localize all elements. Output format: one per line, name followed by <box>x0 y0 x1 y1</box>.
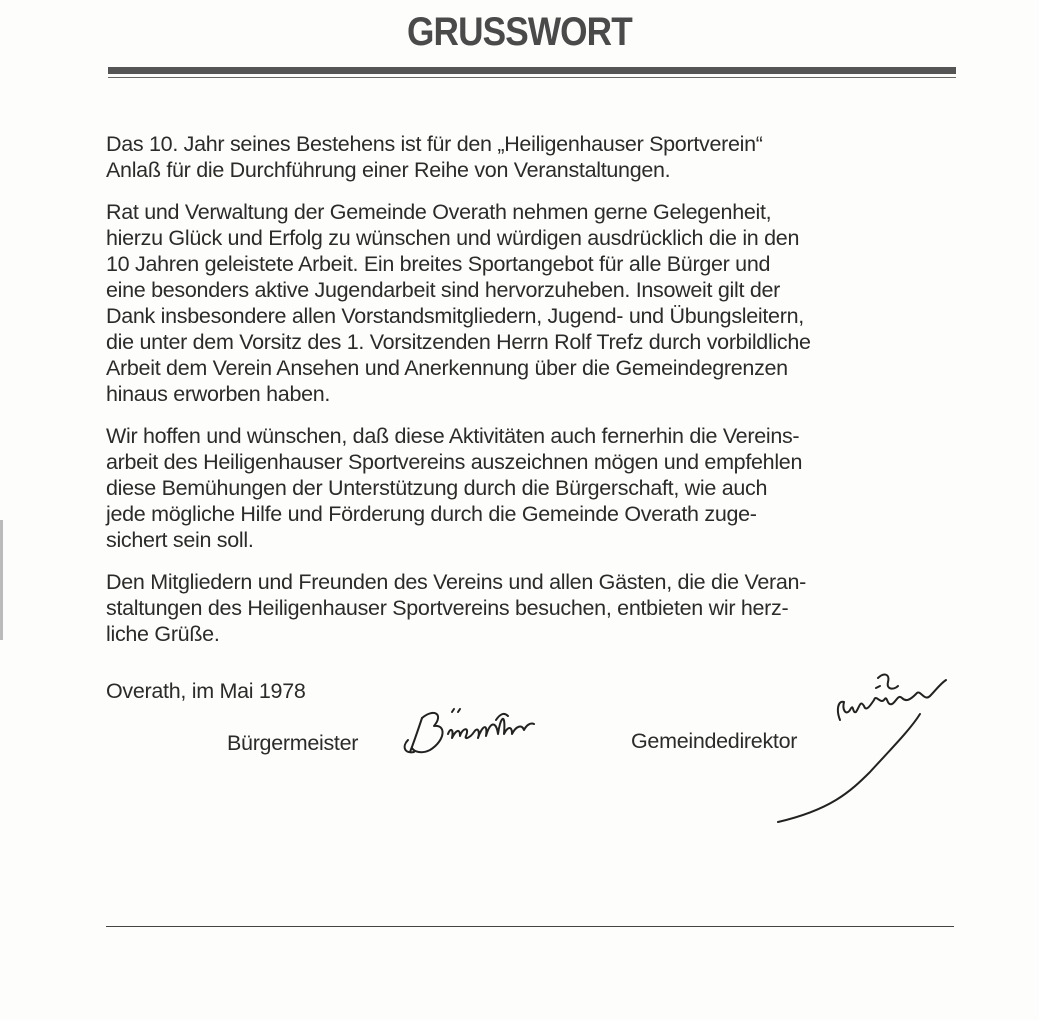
text-line: die unter dem Vorsitz des 1. Vorsitzenden Herrn Rolf Trefz durch vorbildliche <box>106 330 811 354</box>
text-line: Rat und Verwaltung der Gemeinde Overath nehmen gerne Gelegenheit, <box>106 200 772 224</box>
text-line: staltungen des Heiligenhauser Sportvereins besuchen, entbieten wir herz- <box>106 596 789 620</box>
title-rule-thick <box>108 67 956 74</box>
text-line: Dank insbesondere allen Vorstandsmitgliedern, Jugend- und Übungsleitern, <box>106 304 804 328</box>
scan-edge-mark <box>0 520 3 640</box>
text-line: sichert sein soll. <box>106 528 254 552</box>
text-line: Den Mitgliedern und Freunden des Vereins und allen Gästen, die die Veran- <box>106 570 807 594</box>
text-line: Arbeit dem Verein Ansehen und Anerkennung über die Gemeindegrenzen <box>106 356 788 380</box>
title-rule-thin <box>108 77 956 78</box>
text-line: eine besonders aktive Jugendarbeit sind hervorzuheben. Insoweit gilt der <box>106 278 781 302</box>
page-title: GRUSSWORT <box>407 10 632 54</box>
text-line: diese Bemühungen der Unterstützung durch die Bürgerschaft, wie auch <box>106 476 768 500</box>
bottom-rule <box>106 926 954 927</box>
text-line: liche Grüße. <box>106 622 220 646</box>
text-line: Wir hoffen und wünschen, daß diese Aktivitäten auch fernerhin die Vereins- <box>106 424 800 448</box>
text-line: hierzu Glück und Erfolg zu wünschen und würdigen ausdrücklich die in den <box>106 226 800 250</box>
paragraph-2 <box>106 199 966 407</box>
text-line: jede mögliche Hilfe und Förderung durch die Gemeinde Overath zuge- <box>106 502 757 526</box>
paragraph-3 <box>106 423 966 553</box>
place-date: Overath, im Mai 1978 <box>106 679 306 703</box>
text-line: Anlaß für die Durchführung einer Reihe von Veranstaltungen. <box>106 158 671 182</box>
paragraph-4 <box>106 569 966 647</box>
signature-municipal-director <box>770 660 960 830</box>
role-municipal-director: Gemeindedirektor <box>631 729 798 753</box>
text-line: 10 Jahren geleistete Arbeit. Ein breites Sportangebot für alle Bürger und <box>106 252 771 276</box>
paragraph-1 <box>106 131 966 183</box>
text-line: arbeit des Heiligenhauser Sportvereins auszeichnen mögen und empfehlen <box>106 450 803 474</box>
text-line: Das 10. Jahr seines Bestehens ist für den „Heiligenhauser Sportverein“ <box>106 132 763 156</box>
letter-body <box>106 131 966 663</box>
text-line: hinaus erworben haben. <box>106 382 331 406</box>
signature-mayor <box>400 700 560 770</box>
role-mayor: Bürgermeister <box>227 731 359 755</box>
